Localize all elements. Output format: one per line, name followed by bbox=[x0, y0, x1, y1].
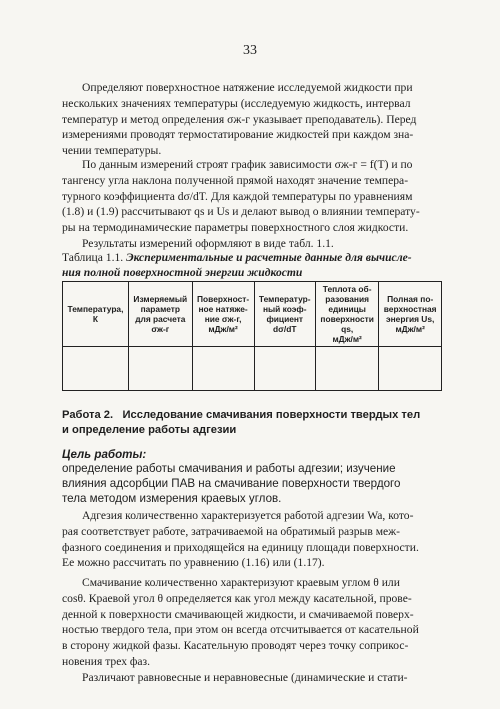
adhesion-paragraph bbox=[62, 508, 442, 571]
text-line: cosθ. Краевой угол θ определяется как угол между касательной, прове- bbox=[62, 591, 412, 605]
table-header-text: ное натяже- bbox=[198, 304, 248, 314]
table-header-text: Температура, bbox=[67, 304, 124, 314]
table-header-text: мДж/м² bbox=[208, 324, 238, 334]
graph-paragraph bbox=[62, 157, 442, 252]
table-header-text: разования bbox=[325, 294, 370, 304]
table-cell bbox=[254, 347, 315, 391]
table-header-text: ный коэф- bbox=[262, 304, 307, 314]
goal-text bbox=[62, 461, 442, 506]
table-header-cell bbox=[254, 282, 315, 347]
text-line: Ее можно рассчитать по уравнению (1.16) или (1.17). bbox=[62, 556, 325, 570]
page-number: 33 bbox=[243, 43, 257, 58]
table-header-text: Поверхност- bbox=[197, 294, 250, 304]
table-header-cell bbox=[379, 282, 442, 347]
table-header-text: Температур- bbox=[258, 294, 311, 304]
table-header-text: dσ/dT bbox=[273, 324, 297, 334]
text-line: ры на термодинамические параметры поверхностного слоя жидкости. bbox=[62, 221, 409, 235]
table-caption-title: Экспериментальные и расчетные данные для вычисле- bbox=[126, 251, 412, 264]
table-header-text: единицы bbox=[328, 304, 366, 314]
text-line: денной к поверхности смачивающей жидкости, и смачиваемой поверх- bbox=[62, 607, 414, 621]
section-title-line: и определение работы адгезии bbox=[62, 424, 237, 436]
table-row bbox=[63, 347, 442, 391]
text-line: (1.8) и (1.9) рассчитывают qs и Us и делают вывод о влиянии температу- bbox=[62, 205, 420, 219]
text-line: Смачивание количественно характеризуют краевым углом θ или bbox=[82, 576, 400, 589]
results-table bbox=[62, 281, 442, 391]
text-line: определение работы смачивания и работы адгезии; изучение bbox=[62, 462, 396, 475]
text-line: Адгезия количественно характеризуется работой адгезии Wa, кото- bbox=[82, 509, 414, 522]
text-line: турного коэффициента dσ/dT. Для каждой температуры по уравнениям bbox=[62, 189, 413, 203]
table-cell bbox=[192, 347, 254, 391]
table-header-text: энергия Us, bbox=[386, 314, 435, 324]
table-caption-prefix: Таблица 1.1. bbox=[62, 251, 127, 264]
table-header-text: К bbox=[92, 314, 99, 324]
table-header-cell bbox=[63, 282, 129, 347]
table-header-text: Измеряемый bbox=[133, 294, 188, 304]
text-line: фазного соединения и приходящейся на единицу площади поверхности. bbox=[62, 540, 419, 554]
table-header-text: мДж/м² bbox=[332, 334, 362, 344]
table-cell bbox=[128, 347, 192, 391]
text-line: влияния адсорбции ПАВ на смачивание поверхности твердого bbox=[62, 477, 401, 490]
table-header-text: Полная по- bbox=[387, 294, 434, 304]
section-title-line: Работа 2. Исследование смачивания поверхности твердых тел bbox=[62, 409, 421, 421]
table-header-cell bbox=[128, 282, 192, 347]
table-cell bbox=[379, 347, 442, 391]
text-line: тела методом измерения краевых углов. bbox=[62, 492, 282, 505]
table-header-text: поверхности bbox=[320, 314, 374, 324]
text-line: нескольких значениях температуры (исследуемую жидкость, интервал bbox=[62, 96, 411, 110]
text-line: тангенсу угла наклона полученной прямой находят значение темпера- bbox=[62, 173, 409, 187]
text-line: измерениями проводят термостатирование жидкостей при каждом зна- bbox=[62, 128, 414, 142]
table-cell bbox=[315, 347, 378, 391]
text-line: рая соответствует работе, затрачиваемой на обратимый разрыв меж- bbox=[62, 524, 401, 538]
table-header-text: σж-г bbox=[151, 324, 170, 334]
table-header-text: верхностная bbox=[383, 304, 437, 314]
table-header-text: фициент bbox=[266, 314, 304, 324]
table-header-text: qs, bbox=[341, 324, 354, 334]
table-caption bbox=[62, 251, 442, 280]
table-header-text: ние σж-г, bbox=[204, 314, 242, 324]
results-line: Результаты измерений оформляют в виде табл. 1.1. bbox=[82, 236, 334, 250]
text-line: ностью твердого тела, при этом он всегда отсчитывается от касательной bbox=[62, 623, 419, 637]
text-line: Определяют поверхностное натяжение исследуемой жидкости при bbox=[82, 81, 413, 94]
table-header-text: Теплота об- bbox=[322, 284, 372, 294]
intro-paragraph bbox=[62, 80, 442, 159]
table-header-cell bbox=[315, 282, 378, 347]
text-line: чении температуры. bbox=[62, 144, 162, 158]
text-line: температур и метод определения σж-г указывает преподаватель). Перед bbox=[62, 112, 417, 126]
table-caption-title: ния полной поверхностной энергии жидкости bbox=[62, 265, 303, 279]
section-title bbox=[62, 408, 442, 438]
table-header-text: мДж/м² bbox=[395, 324, 425, 334]
goal-block bbox=[62, 448, 442, 506]
text-line: новения трех фаз. bbox=[62, 654, 151, 668]
table-header-text: параметр bbox=[140, 304, 181, 314]
text-line: в сторону жидкой фазы. Касательную проводят через точку соприкос- bbox=[62, 639, 409, 653]
table-header-text: для расчета bbox=[135, 314, 186, 324]
table-header-cell bbox=[192, 282, 254, 347]
text-line: По данным измерений строят график зависимости σж-г = f(T) и по bbox=[82, 158, 413, 171]
wetting-paragraph bbox=[62, 575, 442, 686]
text-line: Различают равновесные и неравновесные (динамические и стати- bbox=[82, 670, 408, 684]
goal-label: Цель работы: bbox=[62, 448, 147, 461]
table-cell bbox=[63, 347, 129, 391]
